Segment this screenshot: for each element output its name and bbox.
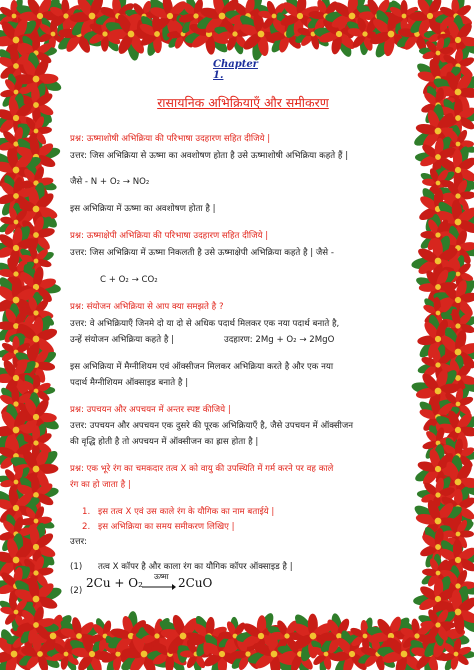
chapter-title: Chapter 1. — [213, 59, 258, 81]
equation-product: 2CuO — [178, 576, 213, 590]
answer-3-line-2: उन्हें संयोजन अभिक्रिया कहते है | — [70, 335, 175, 345]
equation-condition: ऊष्मा — [154, 572, 169, 581]
answer-4-line-2: की वृद्धि होती है तो अपचयन में ऑक्सीजन का ह्रास होता है | — [70, 437, 259, 447]
question-1: प्रश्न: ऊष्माशोषी अभिक्रिया की परिभाषा उदहारण सहित दीजिये | — [70, 134, 271, 144]
example-3: उदहारण: 2Mg + O₂ → 2MgO — [224, 335, 335, 345]
equation-reactants: 2Cu + O₂ — [86, 576, 143, 590]
note-1: इस अभिक्रिया में ऊष्मा का अवशोषण होता है | — [70, 204, 216, 214]
answer-1: उत्तर: जिस अभिक्रिया से ऊष्मा का अवशोषण होता है उसे ऊष्माशोषी अभिक्रिया कहते हैं | — [70, 151, 349, 161]
page-heading: रासायनिक अभिक्रियाएँ और समीकरण — [157, 95, 329, 110]
sub-question-2-number: 2. — [82, 522, 91, 532]
answer-5-part-2-number: (2) — [70, 586, 83, 596]
sub-question-1: इस तत्व X एवं उस काले रंग के यौगिक का नाम बताईये | — [98, 507, 275, 517]
question-3: प्रश्न: संयोजन अभिक्रिया से आप क्या समझते है ? — [70, 302, 224, 312]
sub-question-1-number: 1. — [82, 507, 91, 517]
answer-5-part-1-number: (1) — [70, 562, 83, 572]
question-5-line-1: प्रश्न: एक भूरे रंग का चमकदार तत्व X को वायु की उपस्थिति में गर्म करने पर वह काले — [70, 464, 334, 474]
question-4: प्रश्न: उपचयन और अपचयन में अन्तर स्पष्ट कीजिये | — [70, 405, 231, 415]
question-2: प्रश्न: ऊष्माक्षेपी अभिक्रिया की परिभाषा उदहारण सहित दीजिये | — [70, 231, 269, 241]
answer-5-part-1: तत्व X कॉपर है और काला रंग का यौगिक कॉपर ऑक्साइड है | — [98, 562, 293, 572]
answer-5-label: उत्तर: — [70, 537, 88, 547]
copper-oxide-equation — [86, 572, 213, 590]
question-5-line-2: रंग का हो जाता है | — [70, 480, 131, 490]
explanation-3-line-2: पदार्थ मैग्नीशियम ऑक्साइड बनाते है | — [70, 378, 189, 388]
answer-2: उत्तर: जिस अभिक्रिया में ऊष्मा निकलती है उसे ऊष्माक्षेपी अभिक्रिया कहते है | जैसे - — [70, 248, 334, 258]
sub-question-2: इस अभिक्रिया का समय समीकरण लिखिए | — [98, 522, 235, 532]
example-2: C + O₂ → CO₂ — [100, 275, 158, 285]
answer-3-line-1: उत्तर: वे अभिक्रियाएँ जिनमे दो या दो से अधिक पदार्थ मिलकर एक नया पदार्थ बनाते है, — [70, 319, 340, 329]
answer-4-line-1: उत्तर: उपचयन और अपचयन एक दुसरे की पूरक अभिक्रियाएँ है, जैसे उपचयन में ऑक्सीजन — [70, 421, 354, 431]
example-1: जैसे - N + O₂ → NO₂ — [70, 177, 150, 187]
explanation-3-line-1: इस अभिक्रिया में मैग्नीशियम एवं ऑक्सीजन मिलकर अभिक्रिया करते है और एक नया — [70, 362, 334, 372]
equation-arrow — [142, 583, 176, 591]
